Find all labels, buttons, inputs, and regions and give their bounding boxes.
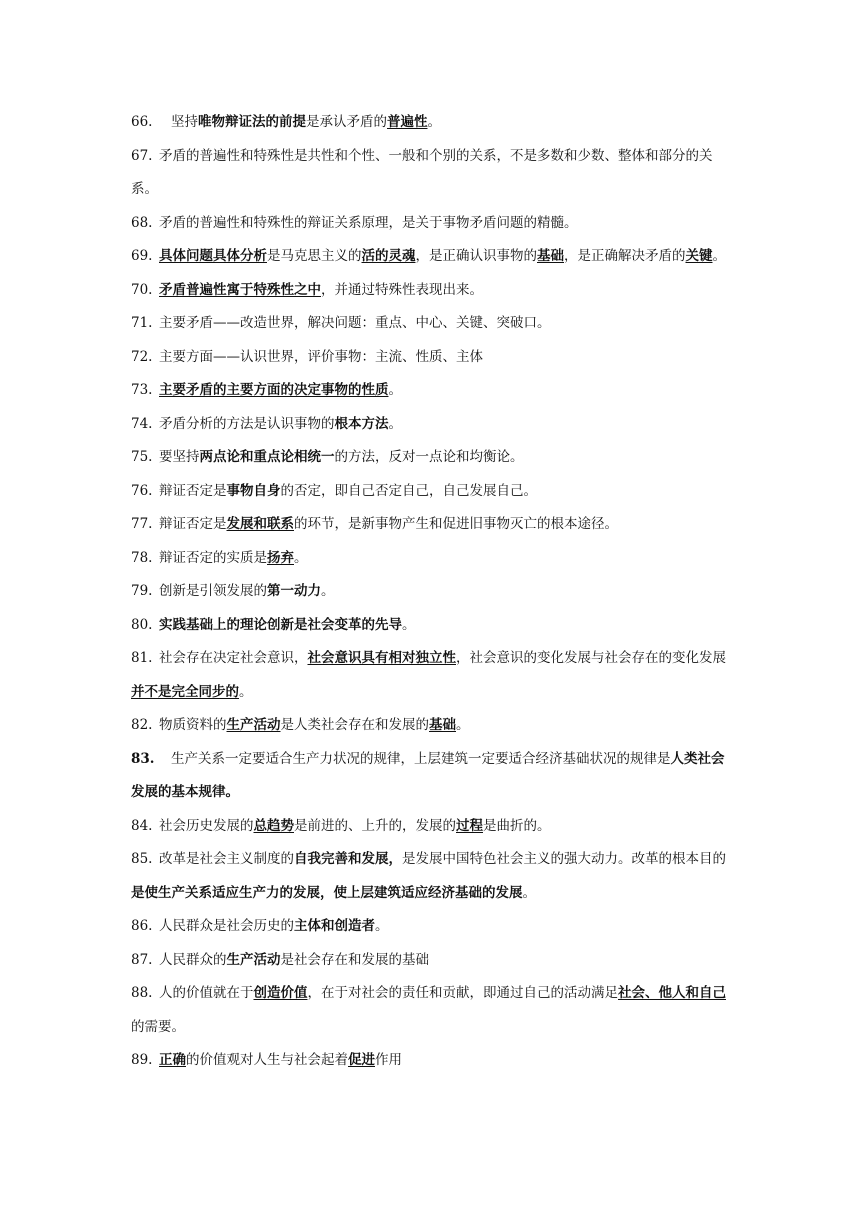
item-text: 。 (239, 683, 253, 700)
item-text: 物质资料的 (159, 717, 227, 733)
underlined-key-term: 普遍性 (387, 114, 428, 130)
item-text: 人民群众的 (159, 951, 227, 968)
item-text: 是马克思主义的 (267, 248, 362, 264)
bold-key-term: 第一动力 (267, 583, 321, 599)
bold-key-term: 唯物辩证法的前提 (198, 114, 306, 130)
item-number: 75. (131, 449, 153, 465)
underlined-key-term: 活的灵魂 (361, 248, 416, 264)
item-text: 。 (321, 583, 335, 599)
underlined-key-term: 关键 (685, 248, 713, 264)
item-number: 80. (131, 616, 153, 633)
underlined-key-term: 总趋势 (253, 817, 294, 834)
item-number: 81. (131, 650, 153, 666)
item-text: 。 (402, 616, 416, 633)
list-item (131, 441, 731, 475)
item-text: 。 (522, 884, 536, 901)
underlined-key-term: 矛盾普遍性寓于特殊性之中 (159, 281, 321, 298)
underlined-key-term: 正确 (159, 1052, 186, 1068)
item-number: 82. (131, 717, 153, 733)
list-item (131, 910, 731, 944)
list-item (131, 408, 731, 442)
document-page (131, 106, 731, 1078)
item-text: 。 (712, 248, 726, 264)
item-text: ，是正确解决矛盾的 (564, 248, 686, 264)
item-text: 主要矛盾——改造世界，解决问题：重点、中心、关键、突破口。 (159, 315, 551, 331)
underlined-key-term: 发展和联系 (226, 516, 294, 532)
list-item (131, 575, 731, 609)
item-text: 。 (427, 114, 441, 130)
bold-key-term: 人类社会发展的基本规律。 (131, 750, 725, 800)
bold-key-term: 事物自身 (226, 482, 281, 499)
list-item (131, 642, 731, 709)
item-text: 要坚持 (159, 449, 200, 465)
underlined-key-term: 创造价值 (253, 985, 308, 1001)
item-text: 辩证否定的实质是 (159, 549, 267, 566)
list-item (131, 374, 731, 408)
underlined-key-term: 主要矛盾的主要方面的决定事物的性质 (159, 382, 389, 398)
list-item (131, 341, 731, 375)
underlined-key-term: 生产活动 (226, 717, 281, 733)
item-text: 。 (294, 549, 308, 566)
item-text: 。 (388, 382, 402, 398)
item-text: ，社会意识的变化发展与社会存在的变化发展 (456, 650, 726, 666)
item-text: 主要方面——认识世界，评价事物：主流、性质、主体 (159, 348, 483, 365)
list-item (131, 207, 731, 241)
item-number: 76. (131, 482, 153, 499)
item-number: 66. (131, 114, 153, 130)
item-text: ，是正确认识事物的 (415, 248, 537, 264)
item-text: ，并通过特殊性表现出来。 (321, 281, 483, 298)
item-number: 67. (131, 147, 153, 164)
item-text: 矛盾的普遍性和特殊性是共性和个性、一般和个别的关系，不是多数和少数、整体和部分的关系。 (131, 147, 713, 197)
underlined-key-term: 具体问题具体分析 (159, 248, 267, 264)
item-number: 71. (131, 315, 153, 331)
item-number: 69. (131, 248, 153, 264)
item-text: ，在于对社会的责任和贡献，即通过自己的活动满足 (307, 985, 618, 1001)
item-number: 68. (131, 214, 153, 231)
item-text: 人民群众是社会历史的 (159, 918, 294, 934)
list-item (131, 106, 731, 140)
underlined-key-term: 过程 (456, 817, 483, 834)
list-item (131, 475, 731, 509)
list-item (131, 240, 731, 274)
item-text: 是承认矛盾的 (306, 114, 387, 130)
item-text: 的环节，是新事物产生和促进旧事物灭亡的根本途径。 (294, 516, 618, 532)
item-text: 的方法，反对一点论和均衡论。 (334, 449, 524, 465)
item-number: 74. (131, 415, 153, 432)
bold-key-term: 根本方法 (334, 415, 389, 432)
item-text: 。 (375, 918, 389, 934)
underlined-key-term: 并不是完全同步的 (131, 683, 239, 700)
item-number: 88. (131, 985, 153, 1001)
list-item (131, 843, 731, 910)
item-text: 社会存在决定社会意识， (159, 650, 308, 666)
list-item (131, 743, 731, 810)
list-item (131, 709, 731, 743)
list-item (131, 1044, 731, 1078)
item-number: 84. (131, 817, 153, 834)
item-number: 83. (131, 750, 155, 767)
item-text: 改革是社会主义制度的 (159, 851, 294, 867)
item-text: 的需要。 (131, 1018, 185, 1035)
list-item (131, 274, 731, 308)
underlined-key-term: 社会意识具有相对独立性 (307, 650, 456, 666)
item-number: 87. (131, 951, 153, 968)
list-item (131, 977, 731, 1044)
item-number: 72. (131, 348, 153, 365)
item-text: 矛盾的普遍性和特殊性的辩证关系原理，是关于事物矛盾问题的精髓。 (159, 214, 578, 231)
item-text: 是曲折的。 (483, 817, 551, 834)
item-text: 的否定，即自己否定自己，自己发展自己。 (280, 482, 537, 499)
item-text: 是社会存在和发展的基础 (280, 951, 429, 968)
item-text: 是前进的、上升的，发展的 (294, 817, 456, 834)
underlined-key-term: 基础 (537, 248, 564, 264)
bold-key-term: 两点论和重点论相统一 (199, 449, 335, 465)
underlined-key-term: 扬弃 (267, 549, 294, 566)
list-item (131, 810, 731, 844)
item-text: 辩证否定是 (159, 516, 227, 532)
item-number: 73. (131, 382, 153, 398)
bold-key-term: 主体和创造者 (294, 918, 375, 934)
item-number: 86. (131, 918, 153, 934)
list-item (131, 508, 731, 542)
underlined-key-term: 基础 (429, 717, 456, 733)
list-item (131, 542, 731, 576)
underlined-key-term: 社会、他人和自己 (618, 985, 726, 1001)
item-number: 79. (131, 583, 153, 599)
list-item (131, 609, 731, 643)
bold-key-term: 是使生产关系适应生产力的发展，使上层建筑适应经济基础的发展 (131, 884, 523, 901)
item-text: 创新是引领发展的 (159, 583, 267, 599)
item-text: 人的价值就在于 (159, 985, 254, 1001)
item-number: 78. (131, 549, 153, 566)
item-text: 辩证否定是 (159, 482, 227, 499)
list-item (131, 307, 731, 341)
item-text: 矛盾分析的方法是认识事物的 (159, 415, 335, 432)
item-text: 生产关系一定要适合生产力状况的规律，上层建筑一定要适合经济基础状况的规律是 (171, 750, 671, 767)
item-number: 89. (131, 1052, 153, 1068)
item-text: 是人类社会存在和发展的 (280, 717, 429, 733)
item-text: 是发展中国特色社会主义的强大动力。改革的根本目的 (402, 851, 726, 867)
item-number: 77. (131, 516, 153, 532)
item-text: 坚持 (171, 114, 198, 130)
item-text: 社会历史发展的 (159, 817, 254, 834)
item-text: 。 (456, 717, 470, 733)
bold-key-term: 生产活动 (226, 951, 281, 968)
list-item (131, 944, 731, 978)
item-number: 70. (131, 281, 153, 298)
item-text: 的价值观对人生与社会起着 (186, 1052, 348, 1068)
bold-key-term: 实践基础上的理论创新是社会变革的先导 (159, 616, 402, 633)
item-text: 。 (388, 415, 402, 432)
bold-key-term: 自我完善和发展， (294, 851, 402, 867)
item-text: 作用 (375, 1052, 402, 1068)
list-item (131, 140, 731, 207)
item-number: 85. (131, 851, 153, 867)
underlined-key-term: 促进 (348, 1052, 375, 1068)
